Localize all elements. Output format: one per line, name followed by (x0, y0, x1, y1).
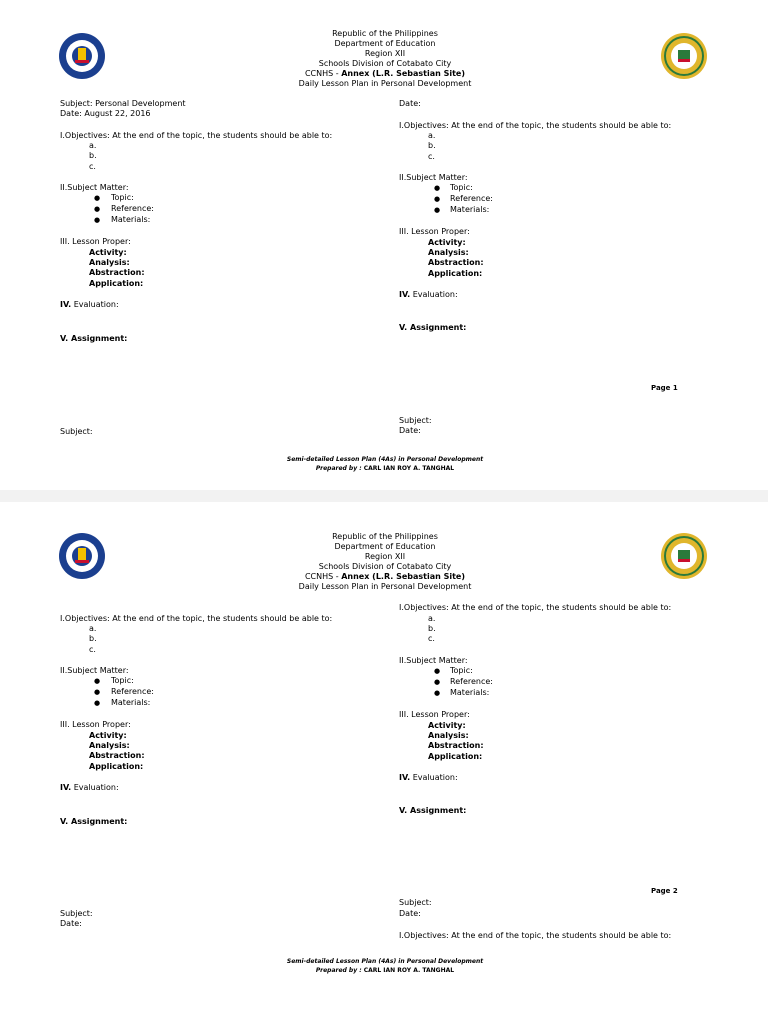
footer-title: Semi-detailed Lesson Plan (4As) in Personal Development (286, 456, 484, 463)
header-plan-title: Daily Lesson Plan in Personal Development (298, 79, 472, 88)
footer-title: Semi-detailed Lesson Plan (4As) in Personal Development (286, 958, 484, 965)
analysis-item: Analysis: (428, 731, 469, 740)
analysis-item: Analysis: (428, 248, 469, 257)
abstraction-item: Abstraction: (428, 258, 484, 267)
subject-matter-heading: II.Subject Matter: (399, 173, 468, 182)
application-item: Application: (428, 752, 483, 761)
date-line: Date: August 22, 2016 (60, 109, 151, 118)
reference-item: Reference: (450, 677, 493, 686)
assignment-heading (399, 323, 466, 333)
evaluation-heading (60, 783, 119, 793)
evaluation-heading (399, 290, 458, 300)
objectives-text: At the end of the topic, the students should be able to: (451, 121, 672, 130)
reference-item: Reference: (450, 194, 493, 203)
next-subject-line: Subject: (399, 416, 432, 425)
next-objectives-line (399, 931, 671, 941)
objectives-text: At the end of the topic, the students should be able to: (112, 614, 333, 623)
header-region: Region XII (364, 552, 406, 561)
footer-author: CARL IAN ROY A. TANGHAL (363, 967, 455, 974)
header-school-annex: Annex (L.R. Sebastian Site) (341, 572, 466, 581)
bullet-icon: ● (434, 206, 441, 214)
assignment-label: Assignment: (410, 806, 467, 815)
header-school-prefix: CCNHS - (304, 572, 339, 581)
assignment-label: Assignment: (71, 817, 128, 826)
objective-b: b. (89, 151, 97, 160)
header-region: Region XII (364, 49, 406, 58)
evaluation-label: Evaluation: (412, 290, 458, 299)
evaluation-label: Evaluation: (412, 773, 458, 782)
objectives-label: I.Objectives: (399, 603, 449, 612)
objective-c: c. (428, 152, 435, 161)
bullet-icon: ● (94, 216, 101, 224)
abstraction-item: Abstraction: (89, 751, 145, 760)
abstraction-item: Abstraction: (89, 268, 145, 277)
bullet-icon: ● (94, 205, 101, 213)
bullet-icon: ● (434, 195, 441, 203)
right-objectives-line (399, 121, 671, 131)
bullet-icon: ● (94, 677, 101, 685)
right-date-line: Date: (399, 99, 421, 108)
subject-matter-heading: II.Subject Matter: (60, 666, 129, 675)
objective-c: c. (428, 634, 435, 643)
analysis-item: Analysis: (89, 258, 130, 267)
header-school-prefix: CCNHS - (304, 69, 339, 78)
evaluation-heading (60, 300, 119, 310)
right-objectives-line (399, 603, 671, 613)
page-number: Page 1 (651, 384, 678, 392)
materials-item: Materials: (450, 205, 490, 214)
assignment-label: Assignment: (410, 323, 467, 332)
document-page-1 (0, 0, 768, 490)
assignment-label: Assignment: (71, 334, 128, 343)
header-division: Schools Division of Cotabato City (318, 59, 452, 68)
header-plan-title: Daily Lesson Plan in Personal Development (298, 582, 472, 591)
evaluation-label: Evaluation: (73, 300, 119, 309)
objectives-line (60, 131, 332, 141)
objective-a: a. (428, 131, 436, 140)
subject-matter-heading: II.Subject Matter: (399, 656, 468, 665)
objectives-line (60, 614, 332, 624)
page-footer (200, 455, 570, 473)
evaluation-heading (399, 773, 458, 783)
school-seal-logo (660, 532, 708, 580)
subject-matter-heading: II.Subject Matter: (60, 183, 129, 192)
footer-prepared-label: Prepared by : (315, 967, 362, 974)
objective-c: c. (89, 645, 96, 654)
bullet-icon: ● (94, 699, 101, 707)
materials-item: Materials: (111, 698, 151, 707)
header-school (200, 69, 570, 79)
deped-seal-logo (58, 32, 106, 80)
objectives-text: At the end of the topic, the students should be able to: (451, 603, 672, 612)
materials-item: Materials: (450, 688, 490, 697)
objective-a: a. (89, 141, 97, 150)
topic-item: Topic: (450, 666, 473, 675)
next-subject-line: Subject: (60, 427, 93, 436)
topic-item: Topic: (111, 676, 134, 685)
objectives-label: I.Objectives: (60, 614, 110, 623)
analysis-item: Analysis: (89, 741, 130, 750)
objective-b: b. (428, 141, 436, 150)
next-date-line: Date: (60, 919, 82, 928)
letterhead (200, 532, 570, 592)
bullet-icon: ● (434, 667, 441, 675)
header-republic: Republic of the Philippines (332, 532, 438, 541)
objectives-text: At the end of the topic, the students should be able to: (451, 931, 672, 940)
assignment-heading (60, 334, 127, 344)
header-department: Department of Education (334, 39, 436, 48)
page-number: Page 2 (651, 887, 678, 895)
application-item: Application: (428, 269, 483, 278)
page-footer (200, 957, 570, 975)
footer-prepared-by (200, 464, 570, 473)
objective-a: a. (428, 614, 436, 623)
header-department: Department of Education (334, 542, 436, 551)
header-division: Schools Division of Cotabato City (318, 562, 452, 571)
objective-b: b. (89, 634, 97, 643)
next-subject-line: Subject: (60, 909, 93, 918)
bullet-icon: ● (434, 678, 441, 686)
topic-item: Topic: (111, 193, 134, 202)
bullet-icon: ● (94, 194, 101, 202)
deped-seal-logo (58, 532, 106, 580)
activity-item: Activity: (89, 248, 127, 257)
objective-a: a. (89, 624, 97, 633)
objectives-text: At the end of the topic, the students should be able to: (112, 131, 333, 140)
header-school-annex: Annex (L.R. Sebastian Site) (341, 69, 466, 78)
objectives-label: I.Objectives: (399, 931, 449, 940)
letterhead (200, 29, 570, 89)
materials-item: Materials: (111, 215, 151, 224)
activity-item: Activity: (428, 721, 466, 730)
next-subject-line: Subject: (399, 898, 432, 907)
header-republic: Republic of the Philippines (332, 29, 438, 38)
topic-item: Topic: (450, 183, 473, 192)
header-school (200, 572, 570, 582)
application-item: Application: (89, 279, 144, 288)
assignment-number: V. (399, 806, 408, 815)
next-date-line: Date: (399, 426, 421, 435)
application-item: Application: (89, 762, 144, 771)
evaluation-number: IV. (60, 783, 72, 792)
objectives-label: I.Objectives: (60, 131, 110, 140)
evaluation-number: IV. (60, 300, 72, 309)
footer-prepared-label: Prepared by : (315, 465, 362, 472)
abstraction-item: Abstraction: (428, 741, 484, 750)
evaluation-number: IV. (399, 773, 411, 782)
evaluation-number: IV. (399, 290, 411, 299)
reference-item: Reference: (111, 687, 154, 696)
objectives-label: I.Objectives: (399, 121, 449, 130)
objective-b: b. (428, 624, 436, 633)
subject-line: Subject: Personal Development (60, 99, 186, 108)
objective-c: c. (89, 162, 96, 171)
assignment-number: V. (399, 323, 408, 332)
bullet-icon: ● (434, 689, 441, 697)
footer-author: CARL IAN ROY A. TANGHAL (363, 465, 455, 472)
activity-item: Activity: (428, 238, 466, 247)
lesson-proper-heading: III. Lesson Proper: (399, 227, 470, 236)
lesson-proper-heading: III. Lesson Proper: (60, 720, 131, 729)
school-seal-logo (660, 32, 708, 80)
lesson-proper-heading: III. Lesson Proper: (399, 710, 470, 719)
lesson-proper-heading: III. Lesson Proper: (60, 237, 131, 246)
activity-item: Activity: (89, 731, 127, 740)
reference-item: Reference: (111, 204, 154, 213)
assignment-heading (399, 806, 466, 816)
next-date-line: Date: (399, 909, 421, 918)
footer-prepared-by (200, 966, 570, 975)
document-page-2 (0, 502, 768, 1024)
assignment-heading (60, 817, 127, 827)
assignment-number: V. (60, 817, 69, 826)
bullet-icon: ● (94, 688, 101, 696)
evaluation-label: Evaluation: (73, 783, 119, 792)
assignment-number: V. (60, 334, 69, 343)
bullet-icon: ● (434, 184, 441, 192)
